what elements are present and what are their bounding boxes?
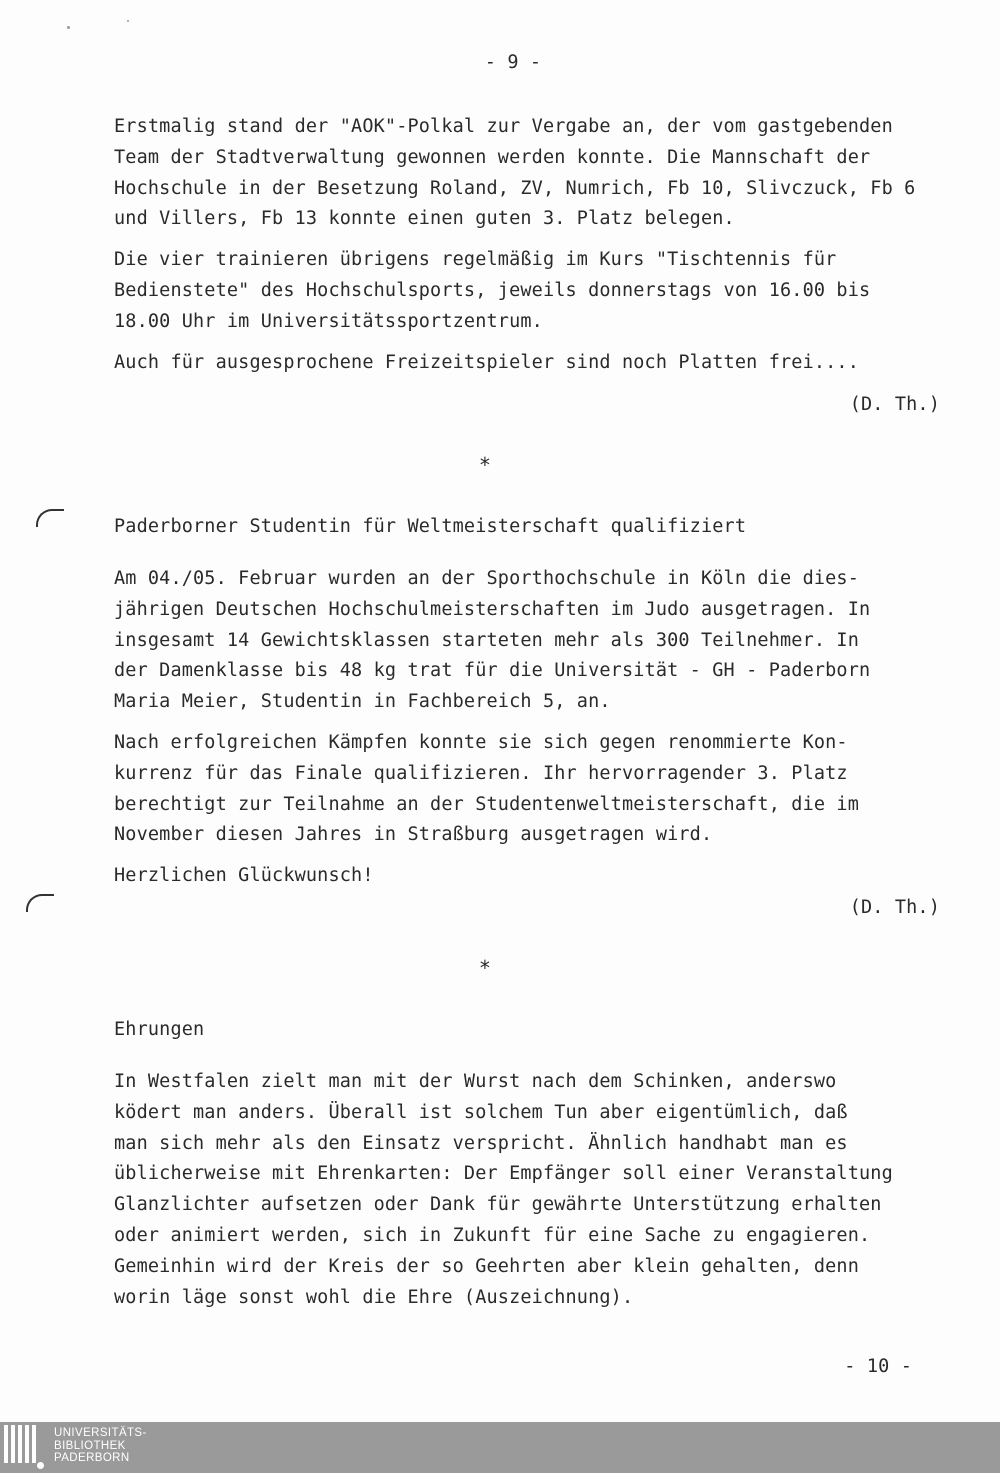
article2-paragraph-2: Nach erfolgreichen Kämpfen konnte sie sich gegen renommierte Kon- kurrenz für das Finale qualifizieren. Ihr hervorragender 3. Platz berechtigt zur Teilnahme an der Studentenweltmeisterschaft, die im November diesen Jahres in Straßburg ausgetragen wird. <box>114 732 860 846</box>
article3-paragraph-1: In Westfalen zielt man mit der Wurst nach dem Schinken, anderswo ködert man anders. Überall ist solchem Tun aber eigentümlich, daß man sich mehr als den Einsatz verspricht. Ähnlich handhabt man es üblicherweise mit Ehrenkarten: Der Empfänger soll einer Veranstaltung Glanzlichter aufsetzen oder Dank für gewährte Unterstützung erhalten oder animiert werden, sich in Zukunft für eine Sache zu engagieren. Gemeinhin wird der Kreis der so Geehrten aber klein gehalten, denn worin läge sonst wohl die Ehre (Auszeichnung). <box>114 1071 893 1308</box>
binder-hole-mark <box>26 894 54 912</box>
article1-paragraph-2: Die vier trainieren übrigens regelmäßig im Kurs "Tischtennis für Bedienstete" des Hochschulsports, jeweils donnerstags von 16.00 bis 18.00 Uhr im Universitätssportzentrum. <box>114 249 871 332</box>
library-logo-line: PADERBORN <box>54 1452 130 1464</box>
scan-speck <box>67 26 70 29</box>
library-logo-line: UNIVERSITÄTS- <box>54 1427 147 1439</box>
binder-hole-mark <box>36 509 64 527</box>
section-separator: * <box>478 956 492 980</box>
article1-paragraph-1: Erstmalig stand der "AOK"-Polkal zur Vergabe an, der vom gastgebenden Team der Stadtverwaltung gewonnen werden konnte. Die Mannschaft der Hochschule in der Besetzung Roland, ZV, Numrich, Fb 10, Slivczuck, Fb 6 und Villers, Fb 13 konnte einen guten 3. Platz belegen. <box>114 116 916 230</box>
library-logo-text <box>54 1427 147 1465</box>
library-footer-bar <box>0 1422 1000 1473</box>
scan-speck <box>127 20 129 22</box>
article2-paragraph-3: Herzlichen Glückwunsch! <box>114 865 374 886</box>
library-logo-line: BIBLIOTHEK <box>54 1439 126 1452</box>
section-separator: * <box>478 453 492 477</box>
article2-paragraph-1: Am 04./05. Februar wurden an der Sporthochschule in Köln die dies- jährigen Deutschen Hochschulmeisterschaften im Judo ausgetragen. In insgesamt 14 Gewichtsklassen starteten mehr als 300 Teilnehmer. In der Damenklasse bis 48 kg trat für die Universität - GH - Paderborn Maria Meier, Studentin in Fachbereich 5, an. <box>114 568 871 713</box>
page-number-header: - 9 - <box>484 52 542 73</box>
article1-signature: (D. Th.) <box>849 394 940 415</box>
article2-title: Paderborner Studentin für Weltmeisterschaft qualifiziert <box>114 516 747 537</box>
page-number-footer: - 10 - <box>844 1356 912 1377</box>
library-logo-dot <box>37 1462 44 1469</box>
article2-signature: (D. Th.) <box>849 897 940 918</box>
article1-paragraph-3: Auch für ausgesprochene Freizeitspieler sind noch Platten frei.... <box>114 352 860 373</box>
library-logo-icon <box>4 1425 36 1467</box>
article3-title: Ehrungen <box>114 1019 205 1040</box>
